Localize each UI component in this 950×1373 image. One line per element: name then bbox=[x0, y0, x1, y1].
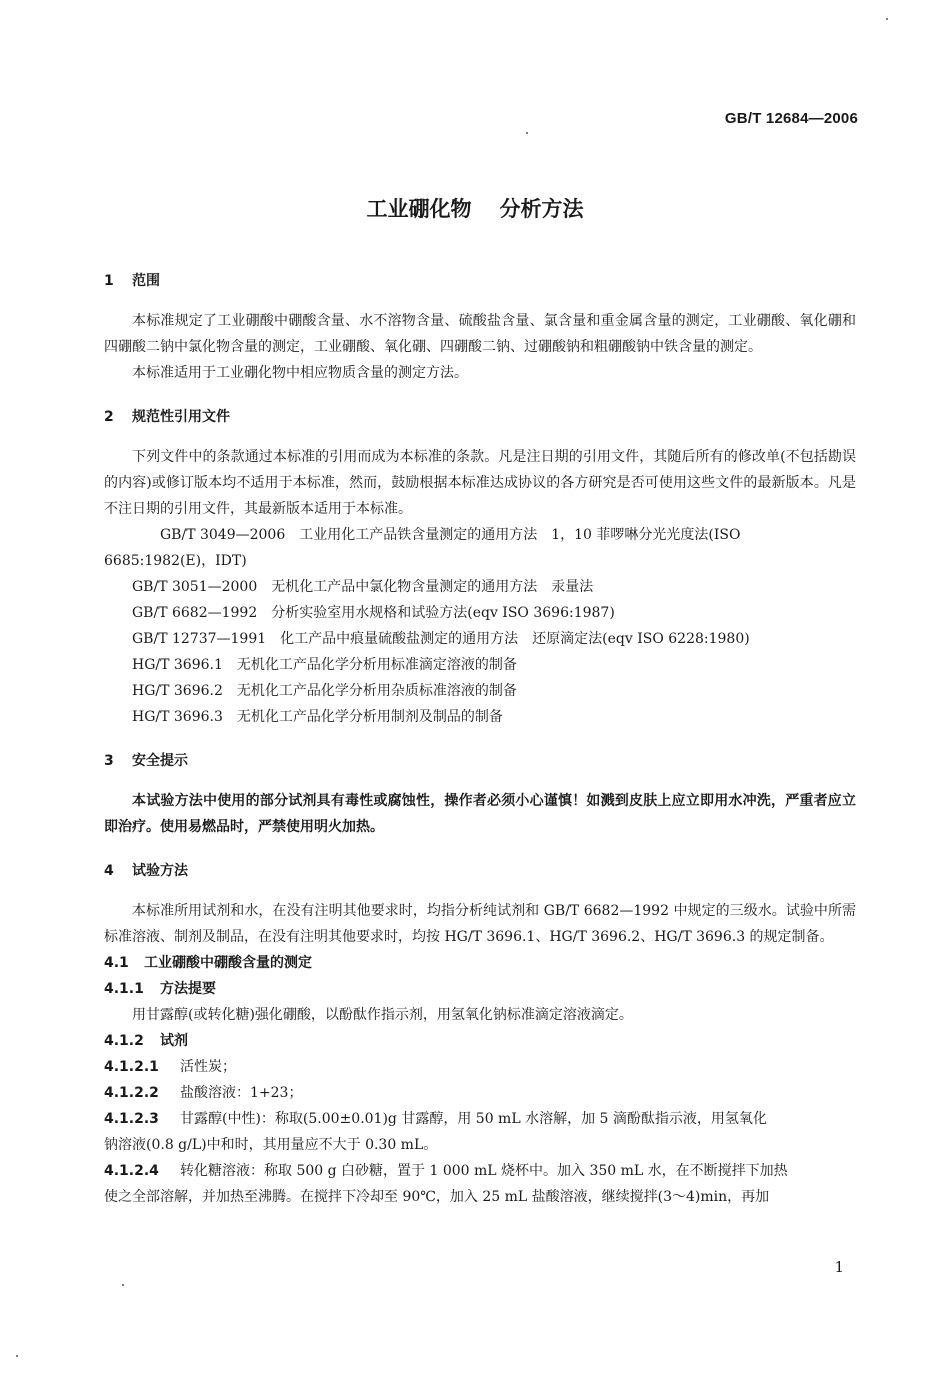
reference-item bbox=[104, 522, 856, 574]
reference-title: 工业用化工产品铁含量测定的通用方法 1，10 菲啰啉分光光度法(ISO 6685:1982(E)，IDT) bbox=[104, 527, 741, 569]
reference-code: HG/T 3696.2 bbox=[132, 683, 223, 699]
reagent-item bbox=[104, 1106, 856, 1132]
section-2-paragraph-1: 下列文件中的条款通过本标准的引用而成为本标准的条款。凡是注日期的引用文件，其随后所有的修改单(不包括勘误的内容)或修订版本均不适用于本标准，然而，鼓励根据本标准达成协议的各方研究是否可使用这些文件的最新版本。凡是不注日期的引用文件，其最新版本适用于本标准。 bbox=[104, 449, 856, 517]
reference-title: 无机化工产品化学分析用杂质标准溶液的制备 bbox=[236, 683, 517, 699]
reagent-number: 4.1.2.2 bbox=[104, 1085, 159, 1101]
reference-item bbox=[104, 704, 856, 730]
document-title bbox=[0, 193, 950, 223]
reagent-item bbox=[104, 1158, 856, 1184]
reagent-text-continued: 使之全部溶解，并加热至沸腾。在搅拌下冷却至 90℃，加入 25 mL 盐酸溶液，继续搅拌(3～4)min，再加 bbox=[104, 1189, 770, 1205]
subsection-number: 4.1 bbox=[104, 955, 129, 971]
subsection-title: 试剂 bbox=[160, 1033, 188, 1049]
reagent-item bbox=[104, 1080, 856, 1106]
section-number: 1 bbox=[104, 273, 114, 289]
reagent-number: 4.1.2.4 bbox=[104, 1163, 159, 1179]
reference-item bbox=[104, 626, 856, 652]
section-number: 4 bbox=[104, 863, 114, 879]
reagent-text: 转化糖溶液：称取 500 g 白砂糖，置于 1 000 mL 烧杯中。加入 350 mL 水，在不断搅拌下加热 bbox=[180, 1163, 788, 1179]
section-title: 范围 bbox=[132, 273, 160, 289]
subsection-4-1-2-heading bbox=[104, 1028, 856, 1054]
scan-speck bbox=[886, 18, 888, 20]
reagent-number: 4.1.2.1 bbox=[104, 1059, 159, 1075]
reference-code: HG/T 3696.1 bbox=[132, 657, 223, 673]
scan-speck bbox=[526, 132, 528, 134]
reference-code: GB/T 12737—1991 bbox=[132, 631, 267, 647]
reference-code: GB/T 6682—1992 bbox=[132, 605, 258, 621]
subsection-title: 方法提要 bbox=[160, 981, 216, 997]
page-number: 1 bbox=[834, 1258, 844, 1276]
section-4-heading bbox=[104, 858, 856, 884]
scan-speck bbox=[122, 1284, 124, 1286]
title-part-1: 工业硼化物 bbox=[366, 197, 472, 221]
reference-item bbox=[104, 652, 856, 678]
reference-item bbox=[104, 600, 856, 626]
section-number: 3 bbox=[104, 753, 114, 769]
reference-title: 分析实验室用水规格和试验方法(eqv ISO 3696:1987) bbox=[271, 605, 615, 621]
section-4-paragraph-1: 本标准所用试剂和水，在没有注明其他要求时，均指分析纯试剂和 GB/T 6682—1992 中规定的三级水。试验中所需标准溶液、制剂及制品，在没有注明其他要求时，均按 HG/T 3696.1、HG/T 3696.2、HG/T 3696.3 的规定制备。 bbox=[104, 903, 856, 945]
reference-title: 化工产品中痕量硫酸盐测定的通用方法 还原滴定法(eqv ISO 6228:1980) bbox=[280, 631, 750, 647]
section-1-paragraph-1: 本标准规定了工业硼酸中硼酸含量、水不溶物含量、硫酸盐含量、氯含量和重金属含量的测定，工业硼酸、氧化硼和四硼酸二钠中氯化物含量的测定，工业硼酸、氧化硼、四硼酸二钠、过硼酸钠和粗硼酸钠中铁含量的测定。 bbox=[104, 313, 856, 355]
subsection-title: 工业硼酸中硼酸含量的测定 bbox=[144, 955, 312, 971]
method-summary: 用甘露醇(或转化糖)强化硼酸，以酚酞作指示剂，用氢氧化钠标准滴定溶液滴定。 bbox=[132, 1007, 633, 1023]
document-body bbox=[104, 268, 856, 1210]
reagent-number: 4.1.2.3 bbox=[104, 1111, 159, 1127]
section-2-heading bbox=[104, 404, 856, 430]
section-title: 试验方法 bbox=[132, 863, 188, 879]
subsection-number: 4.1.2 bbox=[104, 1033, 144, 1049]
reagent-text: 盐酸溶液：1+23； bbox=[180, 1085, 303, 1101]
reference-item bbox=[104, 678, 856, 704]
title-part-2: 分析方法 bbox=[499, 197, 584, 221]
subsection-number: 4.1.1 bbox=[104, 981, 144, 997]
section-1-paragraph-2: 本标准适用于工业硼化物中相应物质含量的测定方法。 bbox=[132, 365, 468, 381]
subsection-4-1-1-heading bbox=[104, 976, 856, 1002]
reference-title: 无机化工产品中氯化物含量测定的通用方法 汞量法 bbox=[271, 579, 594, 595]
reference-title: 无机化工产品化学分析用标准滴定溶液的制备 bbox=[236, 657, 517, 673]
reference-code: GB/T 3051—2000 bbox=[132, 579, 258, 595]
subsection-4-1-heading bbox=[104, 950, 856, 976]
reagent-item bbox=[104, 1054, 856, 1080]
section-1-heading bbox=[104, 268, 856, 294]
reagent-text: 甘露醇(中性)：称取(5.00±0.01)g 甘露醇，用 50 mL 水溶解，加 5 滴酚酞指示液，用氢氧化 bbox=[180, 1111, 767, 1127]
section-number: 2 bbox=[104, 409, 114, 425]
reagent-text: 活性炭； bbox=[180, 1059, 236, 1075]
reference-code: GB/T 3049—2006 bbox=[160, 527, 286, 543]
standard-number: GB/T 12684—2006 bbox=[724, 110, 858, 127]
reference-item bbox=[104, 574, 856, 600]
reagent-text-continued: 钠溶液(0.8 g/L)中和时，其用量应不大于 0.30 mL。 bbox=[104, 1137, 438, 1153]
reference-code: HG/T 3696.3 bbox=[132, 709, 223, 725]
reference-title: 无机化工产品化学分析用制剂及制品的制备 bbox=[236, 709, 503, 725]
safety-warning: 本试验方法中使用的部分试剂具有毒性或腐蚀性，操作者必须小心谨慎！如溅到皮肤上应立即用水冲洗，严重者应立即治疗。使用易燃品时，严禁使用明火加热。 bbox=[104, 793, 856, 835]
section-3-heading bbox=[104, 748, 856, 774]
section-title: 安全提示 bbox=[132, 753, 188, 769]
scan-speck bbox=[16, 1355, 18, 1357]
section-title: 规范性引用文件 bbox=[132, 409, 230, 425]
